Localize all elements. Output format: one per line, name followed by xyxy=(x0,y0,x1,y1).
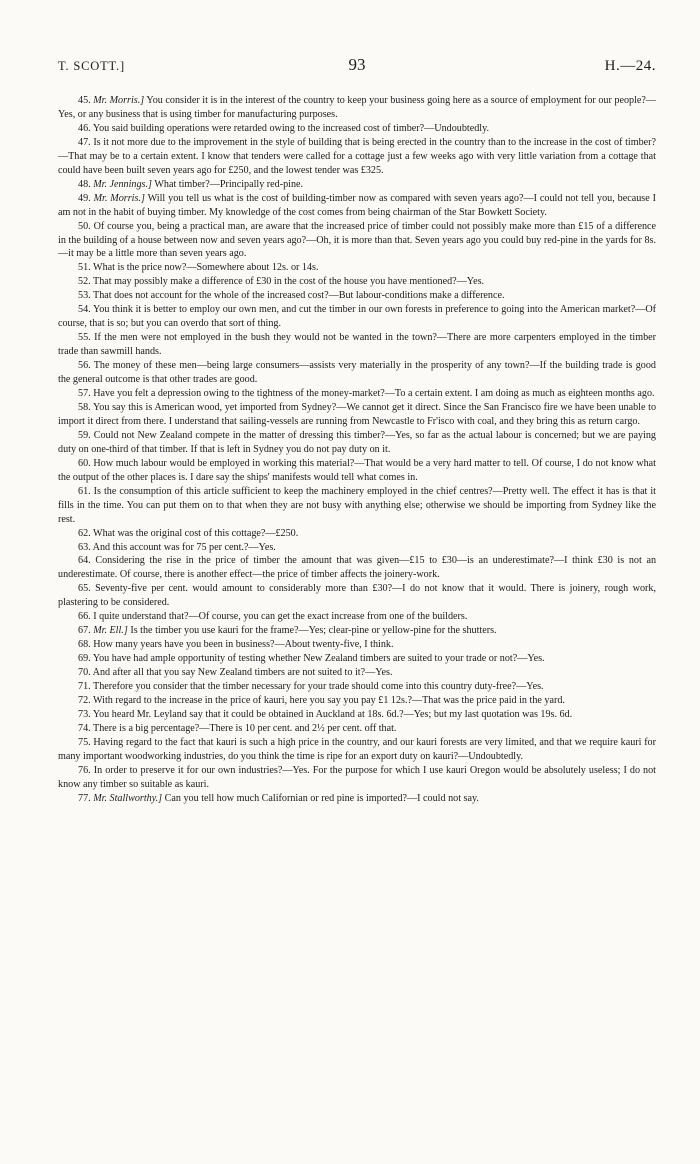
question-number: 54. xyxy=(78,304,91,316)
question-paragraph xyxy=(58,694,656,708)
question-answer-text: What was the original cost of this cottage?—£250. xyxy=(93,527,299,539)
question-paragraph xyxy=(58,736,656,764)
question-paragraph xyxy=(58,261,656,275)
question-answer-text: Therefore you consider that the timber necessary for your trade should come into this country duty-free?—Yes. xyxy=(93,681,544,693)
question-answer-text: Having regard to the fact that kauri is such a high price in the country, and our kauri forests are very limited, and that we require kauri for many important woodworking industries, do you think the time is ripe for an export duty on kauri?—Undoubtedly. xyxy=(58,736,656,762)
question-answer-text: If the men were not employed in the bush they would not be wanted in the town?—There are more carpenters employed in the timber trade than sawmill hands. xyxy=(58,332,657,358)
question-paragraph xyxy=(58,94,656,122)
question-number: 76. xyxy=(78,764,91,776)
question-number: 71. xyxy=(78,681,91,693)
question-answer-text: With regard to the increase in the price of kauri, here you say you pay £1 12s.?—That was the price paid in the yard. xyxy=(93,694,565,706)
question-answer-text: In order to preserve it for our own industries?—Yes. For the purpose for which I use kauri Oregon would be absolutely useless; I do not know any timber so suitable as kauri. xyxy=(58,764,656,790)
question-number: 58. xyxy=(78,401,91,413)
question-number: 61. xyxy=(78,485,91,497)
question-number: 69. xyxy=(78,653,91,665)
question-answer-text: Is it not more due to the improvement in the style of building that is being erected in the country than to the increase in the cost of timber?—That may be to a certain extent. I know that tenders were called for a cottage just a few weeks ago with very little variation from a cottage that could have been built seven years ago for £250, and the lowest tender was £325. xyxy=(58,136,657,176)
question-answer-text: What timber?—Principally red-pine. xyxy=(154,178,304,190)
speaker-label: Mr. Stallworthy.] xyxy=(93,792,163,804)
question-answer-text: And after all that you say New Zealand timbers are not suited to it?—Yes. xyxy=(92,667,393,679)
question-paragraph xyxy=(58,764,656,792)
question-number: 74. xyxy=(78,722,91,734)
question-number: 60. xyxy=(78,457,91,469)
question-paragraph xyxy=(58,457,656,485)
question-number: 70. xyxy=(78,667,91,679)
question-number: 47. xyxy=(78,136,91,148)
question-answer-text: You say this is American wood, yet imported from Sydney?—We cannot get it direct. Since the San Francisco fire we have been unable to import it direct from there. I understand that sailing-vessels are running from Newcastle to Fr'isco with coal, and they bring this as return cargo. xyxy=(58,401,657,427)
speaker-label: Mr. Jennings.] xyxy=(93,178,152,190)
question-paragraph xyxy=(58,289,656,303)
question-answer-text: I quite understand that?—Of course, you can get the exact increase from one of the builders. xyxy=(93,611,468,623)
question-paragraph xyxy=(58,582,656,610)
speaker-label: Mr. Morris.] xyxy=(93,95,145,106)
page-number: 93 xyxy=(348,55,366,74)
question-paragraph xyxy=(58,485,656,527)
question-answer-text: Seventy-five per cent. would amount to considerably more than £30?—I do not know that it would. There is joinery, rough work, plastering to be considered. xyxy=(58,583,657,609)
question-number: 45. xyxy=(78,95,91,106)
question-number: 55. xyxy=(78,332,91,344)
question-answer-text: Have you felt a depression owing to the tightness of the money-market?—To a certain extent. I am doing as much as eighteen months ago. xyxy=(93,388,655,400)
speaker-label: Mr. Ell.] xyxy=(93,625,128,637)
question-paragraph xyxy=(58,303,656,331)
question-number: 72. xyxy=(78,694,91,706)
question-number: 56. xyxy=(78,360,91,372)
question-answer-text: Is the timber you use kauri for the frame?—Yes; clear-pine or yellow-pine for the shutters. xyxy=(130,625,497,637)
question-answer-text: That does not account for the whole of the increased cost?—But labour-conditions make a difference. xyxy=(93,290,505,302)
question-paragraph xyxy=(58,359,656,387)
question-paragraph xyxy=(58,331,656,359)
witness-name: T. SCOTT.] xyxy=(58,59,125,73)
question-number: 64. xyxy=(78,555,91,567)
question-number: 62. xyxy=(78,527,91,539)
question-paragraph xyxy=(58,192,656,220)
question-answer-text: Can you tell how much Californian or red pine is imported?—I could not say. xyxy=(164,792,479,804)
question-number: 59. xyxy=(78,429,91,441)
question-number: 63. xyxy=(78,541,91,553)
question-answer-text: Is the consumption of this article sufficient to keep the machinery employed in the chief centres?—Pretty well. The effect it has is that it fills in the time. You can put them on to that when they are not busy with anything else; otherwise we should be importing from Sydney like the rest. xyxy=(58,485,656,525)
question-paragraph xyxy=(58,527,656,541)
question-number: 53. xyxy=(78,290,91,302)
speaker-label: Mr. Morris.] xyxy=(93,192,145,204)
page-header xyxy=(58,55,656,80)
question-number: 67. xyxy=(78,625,91,637)
question-number: 49. xyxy=(78,192,91,204)
document-reference: H.—24. xyxy=(604,58,656,74)
question-answer-text: You said building operations were retarded owing to the increased cost of timber?—Undoubtedly. xyxy=(92,122,490,134)
question-paragraph xyxy=(58,220,656,262)
question-paragraph xyxy=(58,178,656,192)
question-paragraph xyxy=(58,429,656,457)
question-paragraph xyxy=(58,387,656,401)
question-paragraph xyxy=(58,610,656,624)
question-paragraph xyxy=(58,401,656,429)
question-answer-text: Will you tell us what is the cost of building-timber now as compared with seven years ago?—I could not tell you, because I am not in the habit of buying timber. My knowledge of the cost comes from being chairman of the Star Bowkett Society. xyxy=(58,192,657,218)
question-answer-text: How many years have you been in business?—About twenty-five, I think. xyxy=(93,639,394,651)
question-paragraph xyxy=(58,541,656,555)
question-answer-text: There is a big percentage?—There is 10 per cent. and 2½ per cent. off that. xyxy=(93,722,397,734)
question-paragraph xyxy=(58,624,656,638)
question-number: 52. xyxy=(78,276,91,288)
question-answer-text: You have had ample opportunity of testing whether New Zealand timbers are suited to your trade or not?—Yes. xyxy=(92,653,545,665)
question-answer-text: The money of these men—being large consumers—assists very materially in the prosperity of any town?—If the building trade is good the general outcome is that other trades are good. xyxy=(58,360,656,386)
question-answer-text: You consider it is in the interest of the country to keep your business going here as a source of employment for our people?—Yes, or any business that is using timber for manufacturing purposes. xyxy=(58,95,657,120)
question-number: 68. xyxy=(78,639,91,651)
question-answer-text: Could not New Zealand compete in the matter of dressing this timber?—Yes, so far as the actual labour is concerned; but we are paying duty on one-third of that timber. If that is left in Sydney you do not pay duty on it. xyxy=(58,429,656,455)
question-answer-text: And this account was for 75 per cent.?—Yes. xyxy=(92,541,276,553)
question-paragraph xyxy=(58,708,656,722)
question-number: 66. xyxy=(78,611,91,623)
question-paragraph xyxy=(58,122,656,136)
question-answer-text: How much labour would be employed in working this material?—That would be a very hard matter to tell. Of course, I do not know what the output of the other places is. I dare say the ships' manifests would tell what comes in. xyxy=(58,457,656,483)
question-number: 65. xyxy=(78,583,91,595)
question-number: 75. xyxy=(78,736,91,748)
question-number: 48. xyxy=(78,178,91,190)
question-paragraph xyxy=(58,666,656,680)
question-answer-text: Considering the rise in the price of timber the amount that was given—£15 to £30—is an underestimate?—I think £30 is not an underestimate. Of course, there is another effect—the price of timber affects the joinery-work. xyxy=(58,555,657,581)
question-number: 77. xyxy=(78,792,91,804)
question-answer-text: That may possibly make a difference of £30 in the cost of the house you have mentioned?—Yes. xyxy=(93,276,485,288)
question-paragraph xyxy=(58,792,656,806)
question-number: 50. xyxy=(78,220,91,232)
question-paragraph xyxy=(58,722,656,736)
question-number: 51. xyxy=(78,262,91,274)
question-paragraph xyxy=(58,680,656,694)
question-answer-text: Of course you, being a practical man, are aware that the increased price of timber could not possibly make more than £15 of a difference in the building of a house between now and seven years ago?—Oh, it is more than that. Seven years ago you could buy red-pine in the yards for 8s.—it may be a little more than seven years ago. xyxy=(58,220,657,260)
question-paragraph xyxy=(58,275,656,289)
question-paragraph xyxy=(58,136,656,178)
question-answer-text: You heard Mr. Leyland say that it could be obtained in Auckland at 18s. 6d.?—Yes; but my last quotation was 19s. 6d. xyxy=(92,708,573,720)
question-number: 46. xyxy=(78,122,91,134)
question-answer-text: What is the price now?—Somewhere about 12s. or 14s. xyxy=(93,262,319,274)
question-number: 73. xyxy=(78,708,91,720)
question-paragraph xyxy=(58,554,656,582)
question-number: 57. xyxy=(78,388,91,400)
question-paragraph xyxy=(58,652,656,666)
evidence-text xyxy=(58,94,656,806)
question-answer-text: You think it is better to employ our own men, and cut the timber in our own forests in preference to going into the American market?—Of course, that is so; but you can overdo that sort of thing. xyxy=(58,304,656,330)
question-paragraph xyxy=(58,638,656,652)
